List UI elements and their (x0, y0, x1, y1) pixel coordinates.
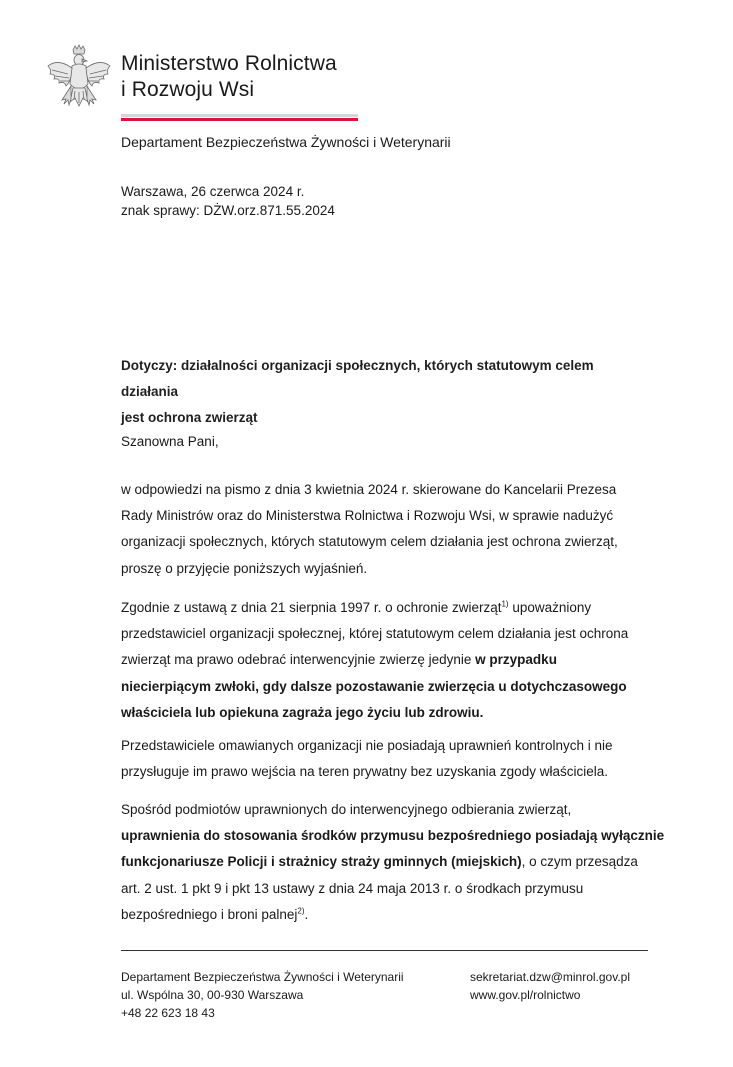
paragraph-line: proszę o przyjęcie poniższych wyjaśnień. (121, 560, 368, 576)
bold-text-segment: funkcjonariusze Policji i strażnicy straży gminnych (miejskich) (121, 854, 522, 870)
paragraph-line: Rady Ministrów oraz do Ministerstwa Rolnictwa i Rozwoju Wsi, w sprawie nadużyć (121, 508, 614, 524)
paragraph-line (121, 902, 664, 928)
case-reference: znak sprawy: DŻW.orz.871.55.2024 (121, 203, 335, 218)
footer-address (121, 968, 404, 1022)
flag-red-stripe (121, 118, 358, 121)
footnote-marker: 1) (501, 599, 509, 609)
paragraph-line: art. 2 ust. 1 pkt 9 i pkt 13 ustawy z dnia 24 maja 2013 r. o środkach przymusu (121, 880, 584, 896)
paragraph-1 (121, 477, 618, 582)
subject-line (121, 353, 651, 431)
paragraph-line (121, 647, 628, 673)
paragraph-line (121, 849, 664, 875)
footer-email: sekretariat.dzw@minrol.gov.pl (470, 970, 631, 984)
text-segment: . (304, 906, 309, 922)
footer-divider (121, 950, 648, 951)
paragraph-line: organizacji społecznych, których statutowym celem działania jest ochrona zwierząt, (121, 534, 618, 550)
footnote-marker: 2) (297, 906, 305, 916)
paragraph-line: przysługuje im prawo wejścia na teren prywatny bez uzyskania zgody właściciela. (121, 764, 608, 780)
paragraph-3 (121, 733, 613, 785)
paragraph-4 (121, 797, 664, 928)
salutation: Szanowna Pani, (121, 434, 219, 449)
footer-phone: +48 22 623 18 43 (121, 1006, 215, 1020)
paragraph-line: przedstawiciel organizacji społecznej, której statutowym celem działania jest ochrona (121, 626, 629, 642)
footer-contact (470, 968, 630, 1004)
footer-street: ul. Wspólna 30, 00-930 Warszawa (121, 988, 304, 1002)
text-segment: Zgodnie z ustawą z dnia 21 sierpnia 1997 r. o ochronie zwierząt (121, 600, 502, 615)
paragraph-2 (121, 595, 628, 726)
bold-text-segment: w przypadku (475, 652, 557, 668)
paragraph-line: właściciela lub opiekuna zagraża jego życiu lub zdrowiu. (121, 704, 484, 720)
paragraph-line: niecierpiącym zwłoki, gdy dalsze pozostawanie zwierzęcia u dotychczasowego (121, 678, 627, 694)
polish-eagle-emblem-icon (44, 44, 114, 120)
place-date: Warszawa, 26 czerwca 2024 r. (121, 184, 305, 199)
subject-line1: Dotyczy: działalności organizacji społecznych, których statutowym celem działania (121, 358, 594, 399)
ministry-name-line2: i Rozwoju Wsi (121, 78, 255, 101)
letter-meta (121, 182, 335, 220)
paragraph-line (121, 595, 628, 621)
text-segment: zwierząt ma prawo odebrać interwencyjnie zwierzę jedynie (121, 652, 476, 668)
subject-line2: jest ochrona zwierząt (121, 410, 258, 425)
flag-bar (121, 114, 358, 122)
ministry-name-line1: Ministerstwo Rolnictwa (121, 52, 337, 75)
text-segment: upoważniony (508, 600, 592, 615)
footer-website: www.gov.pl/rolnictwo (470, 988, 581, 1002)
department-name: Departament Bezpieczeństwa Żywności i Weterynarii (121, 134, 451, 150)
flag-white-stripe (121, 114, 358, 117)
text-segment: bezpośredniego i broni palnej (121, 906, 298, 922)
paragraph-line: Spośród podmiotów uprawnionych do interwencyjnego odbierania zwierząt, (121, 802, 572, 817)
ministry-name (121, 51, 337, 103)
paragraph-line: w odpowiedzi na pismo z dnia 3 kwietnia 2024 r. skierowane do Kancelarii Prezesa (121, 482, 617, 497)
paragraph-line: Przedstawiciele omawianych organizacji nie posiadają uprawnień kontrolnych i nie (121, 738, 613, 753)
text-segment: , o czym przesądza (521, 854, 638, 870)
paragraph-line: uprawnienia do stosowania środków przymusu bezpośredniego posiadają wyłącznie (121, 828, 665, 844)
footer-department: Departament Bezpieczeństwa Żywności i Weterynarii (121, 970, 404, 984)
